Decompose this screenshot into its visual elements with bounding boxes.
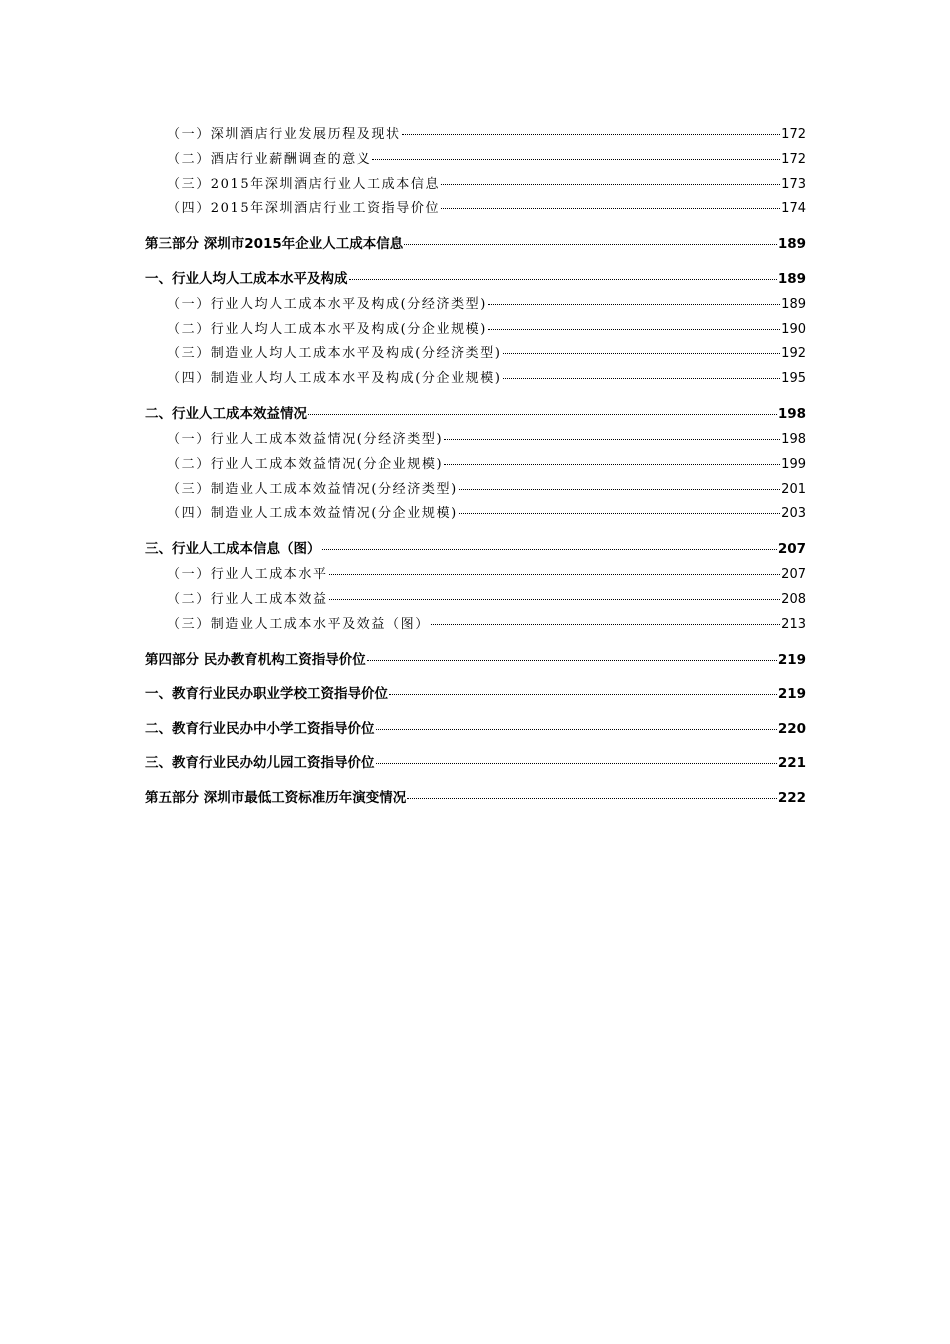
toc-entry-page: 201	[781, 481, 806, 497]
toc-entry-page: 198	[777, 405, 806, 422]
toc-entry[interactable]	[145, 479, 806, 504]
toc-section-entry[interactable]	[145, 262, 806, 294]
dot-leader	[444, 439, 780, 440]
toc-entry-title: （二）酒店行业薪酬调查的意义	[167, 151, 372, 167]
toc-entry-page: 195	[781, 371, 806, 387]
toc-entry[interactable]	[145, 343, 806, 368]
dot-leader	[407, 798, 777, 799]
toc-entry[interactable]	[145, 198, 806, 223]
dot-leader	[367, 660, 777, 661]
toc-entry-page: 222	[777, 789, 806, 806]
toc-entry-title: （四）制造业人均人工成本水平及构成(分企业规模)	[167, 371, 502, 387]
toc-entry-title: 第三部分 深圳市2015年企业人工成本信息	[145, 236, 404, 253]
toc-entry-page: 213	[781, 616, 806, 632]
toc-entry-title: 第四部分 民办教育机构工资指导价位	[145, 651, 366, 668]
toc-entry-page: 208	[781, 591, 806, 607]
toc-entry-page: 219	[777, 651, 806, 668]
toc-entry-title: 一、行业人均人工成本水平及构成	[145, 270, 348, 287]
dot-leader	[404, 244, 777, 245]
toc-entry-title: （三）制造业人工成本效益情况(分经济类型)	[167, 481, 458, 497]
toc-section-entry[interactable]	[145, 227, 806, 262]
toc-entry[interactable]	[145, 149, 806, 174]
toc-entry-page: 172	[781, 127, 806, 142]
toc-entry-title: 一、教育行业民办职业学校工资指导价位	[145, 686, 388, 703]
toc-section-entry[interactable]	[145, 397, 806, 429]
toc-entry-page: 203	[781, 506, 806, 522]
toc-entry[interactable]	[145, 124, 806, 149]
toc-entry[interactable]	[145, 319, 806, 344]
dot-leader	[488, 329, 780, 330]
dot-leader	[372, 159, 780, 160]
dot-leader	[322, 549, 777, 550]
toc-entry-page: 220	[777, 720, 806, 737]
toc-entry-page: 173	[781, 176, 806, 192]
toc-entry-title: （三）制造业人工成本水平及效益（图）	[167, 616, 430, 632]
dot-leader	[376, 729, 777, 730]
toc-section-entry[interactable]	[145, 712, 806, 747]
dot-leader	[441, 184, 780, 185]
toc-entry-title: 二、行业人工成本效益情况	[145, 405, 307, 422]
toc-entry-page: 199	[781, 456, 806, 472]
toc-entry-page: 207	[777, 541, 806, 558]
toc-entry-page: 174	[781, 201, 806, 217]
dot-leader	[329, 574, 781, 575]
dot-leader	[308, 414, 777, 415]
toc-entry[interactable]	[145, 589, 806, 614]
toc-entry[interactable]	[145, 294, 806, 319]
toc-entry-page: 189	[777, 236, 806, 253]
table-of-contents	[145, 124, 806, 816]
toc-entry-page: 172	[781, 151, 806, 167]
dot-leader	[444, 464, 780, 465]
toc-entry[interactable]	[145, 503, 806, 528]
toc-entry-title: （四）制造业人工成本效益情况(分企业规模)	[167, 506, 458, 522]
toc-entry-page: 221	[777, 755, 806, 772]
dot-leader	[488, 304, 780, 305]
toc-section-entry[interactable]	[145, 532, 806, 564]
dot-leader	[431, 624, 780, 625]
toc-entry-title: （三）制造业人均人工成本水平及构成(分经济类型)	[167, 346, 502, 362]
toc-entry-page: 190	[781, 321, 806, 337]
toc-entry-title: 三、行业人工成本信息（图）	[145, 541, 321, 558]
toc-entry-title: 二、教育行业民办中小学工资指导价位	[145, 720, 375, 737]
toc-section-entry[interactable]	[145, 781, 806, 816]
toc-entry-page: 189	[781, 296, 806, 312]
toc-entry-title: 第五部分 深圳市最低工资标准历年演变情况	[145, 789, 407, 806]
toc-entry-page: 189	[777, 270, 806, 287]
toc-entry-title: （一）深圳酒店行业发展历程及现状	[167, 127, 401, 142]
toc-section-entry[interactable]	[145, 746, 806, 781]
dot-leader	[329, 599, 781, 600]
toc-entry-title: 三、教育行业民办幼儿园工资指导价位	[145, 755, 375, 772]
toc-entry[interactable]	[145, 429, 806, 454]
dot-leader	[376, 763, 777, 764]
toc-entry-title: （一）行业人工成本效益情况(分经济类型)	[167, 431, 444, 447]
toc-entry-page: 219	[777, 686, 806, 703]
toc-section-entry[interactable]	[145, 643, 806, 678]
toc-entry-title: （二）行业人工成本效益情况(分企业规模)	[167, 456, 444, 472]
dot-leader	[349, 279, 777, 280]
dot-leader	[441, 208, 780, 209]
toc-entry-title: （三）2015年深圳酒店行业人工成本信息	[167, 176, 441, 192]
toc-entry-page: 192	[781, 346, 806, 362]
dot-leader	[459, 489, 780, 490]
toc-entry[interactable]	[145, 174, 806, 199]
toc-entry[interactable]	[145, 368, 806, 393]
dot-leader	[459, 513, 780, 514]
toc-entry[interactable]	[145, 614, 806, 639]
toc-entry-page: 198	[781, 431, 806, 447]
toc-entry-title: （四）2015年深圳酒店行业工资指导价位	[167, 201, 441, 217]
toc-entry-title: （一）行业人均人工成本水平及构成(分经济类型)	[167, 296, 487, 312]
toc-section-entry[interactable]	[145, 677, 806, 712]
toc-entry-title: （一）行业人工成本水平	[167, 567, 328, 583]
toc-entry[interactable]	[145, 454, 806, 479]
dot-leader	[389, 694, 777, 695]
dot-leader	[503, 353, 781, 354]
toc-entry-page: 207	[781, 567, 806, 583]
toc-entry[interactable]	[145, 564, 806, 589]
dot-leader	[503, 378, 781, 379]
toc-entry-title: （二）行业人工成本效益	[167, 591, 328, 607]
toc-entry-title: （二）行业人均人工成本水平及构成(分企业规模)	[167, 321, 487, 337]
dot-leader	[402, 134, 781, 135]
